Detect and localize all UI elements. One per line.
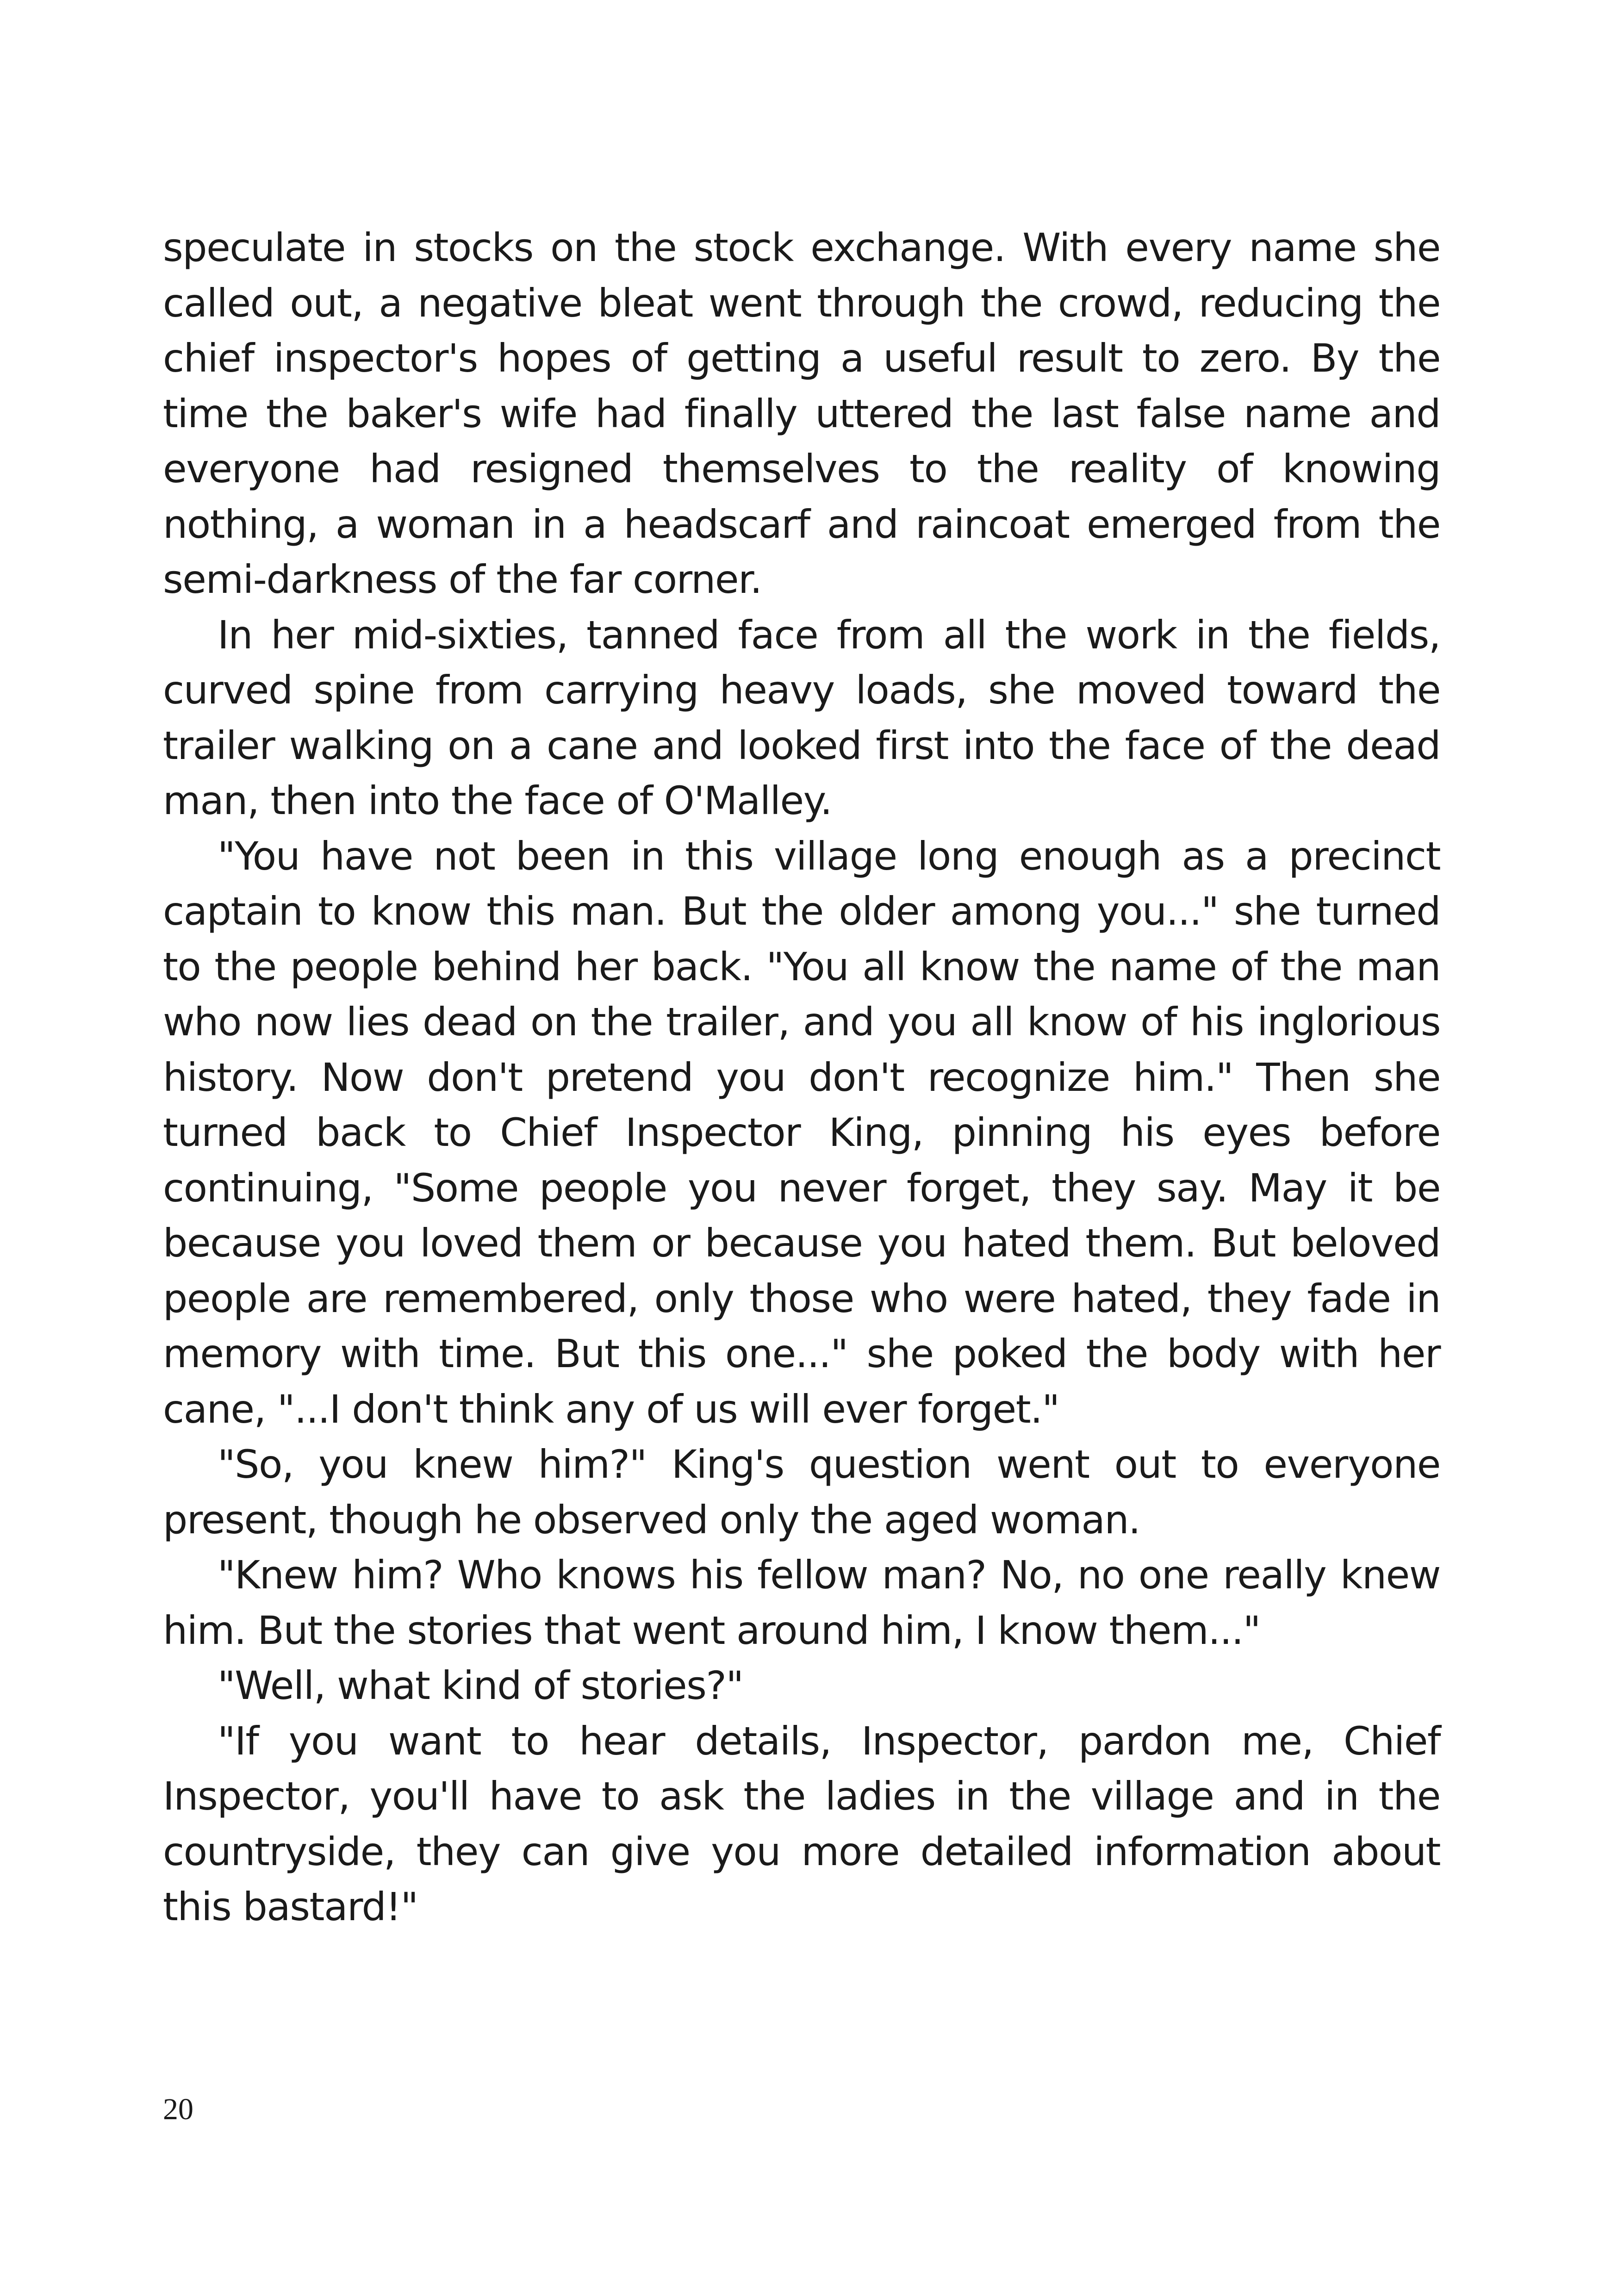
page-number: 20 (163, 2092, 193, 2126)
paragraph: "Knew him? Who knows his fellow man? No, no one really knew him. But the stories that went around him, I know them..." (163, 1552, 1440, 1653)
body-text (163, 220, 1440, 1935)
paragraph: "If you want to hear details, Inspector, pardon me, Chief Inspector, you'll have to ask the ladies in the village and in the countryside, they can give you more detailed information about this bastard!" (163, 1718, 1440, 1929)
paragraph: speculate in stocks on the stock exchange. With every name she called out, a negative bleat went through the crowd, reducing the chief inspector's hopes of getting a useful result to zero. By the time the baker's wife had finally uttered the last false name and everyone had resigned themselves to the reality of knowing nothing, a woman in a headscarf and raincoat emerged from the semi-darkness of the far corner. (163, 225, 1440, 602)
paragraph: "You have not been in this village long enough as a precinct captain to know this man. But the older among you..." she turned to the people behind her back. "You all know the name of the man who now lies dead on the trailer, and you all know of his inglorious history. Now don't pretend you don't recognize him." Then she turned back to Chief Inspector King, pinning his eyes before continuing, "Some people you never forget, they say. May it be because you loved them or because you hated them. But beloved people are remembered, only those who were hated, they fade in memory with time. But this one..." she poked the body with her cane, "...I don't think any of us will ever forget." (163, 833, 1440, 1432)
paragraph: "Well, what kind of stories?" (218, 1663, 743, 1708)
paragraph: In her mid-sixties, tanned face from all the work in the fields, curved spine from carrying heavy loads, she moved toward the trailer walking on a cane and looked first into the face of the dead man, then into the face of O'Malley. (163, 612, 1440, 823)
paragraph: "So, you knew him?" King's question went out to everyone present, though he observed only the aged woman. (163, 1442, 1440, 1543)
